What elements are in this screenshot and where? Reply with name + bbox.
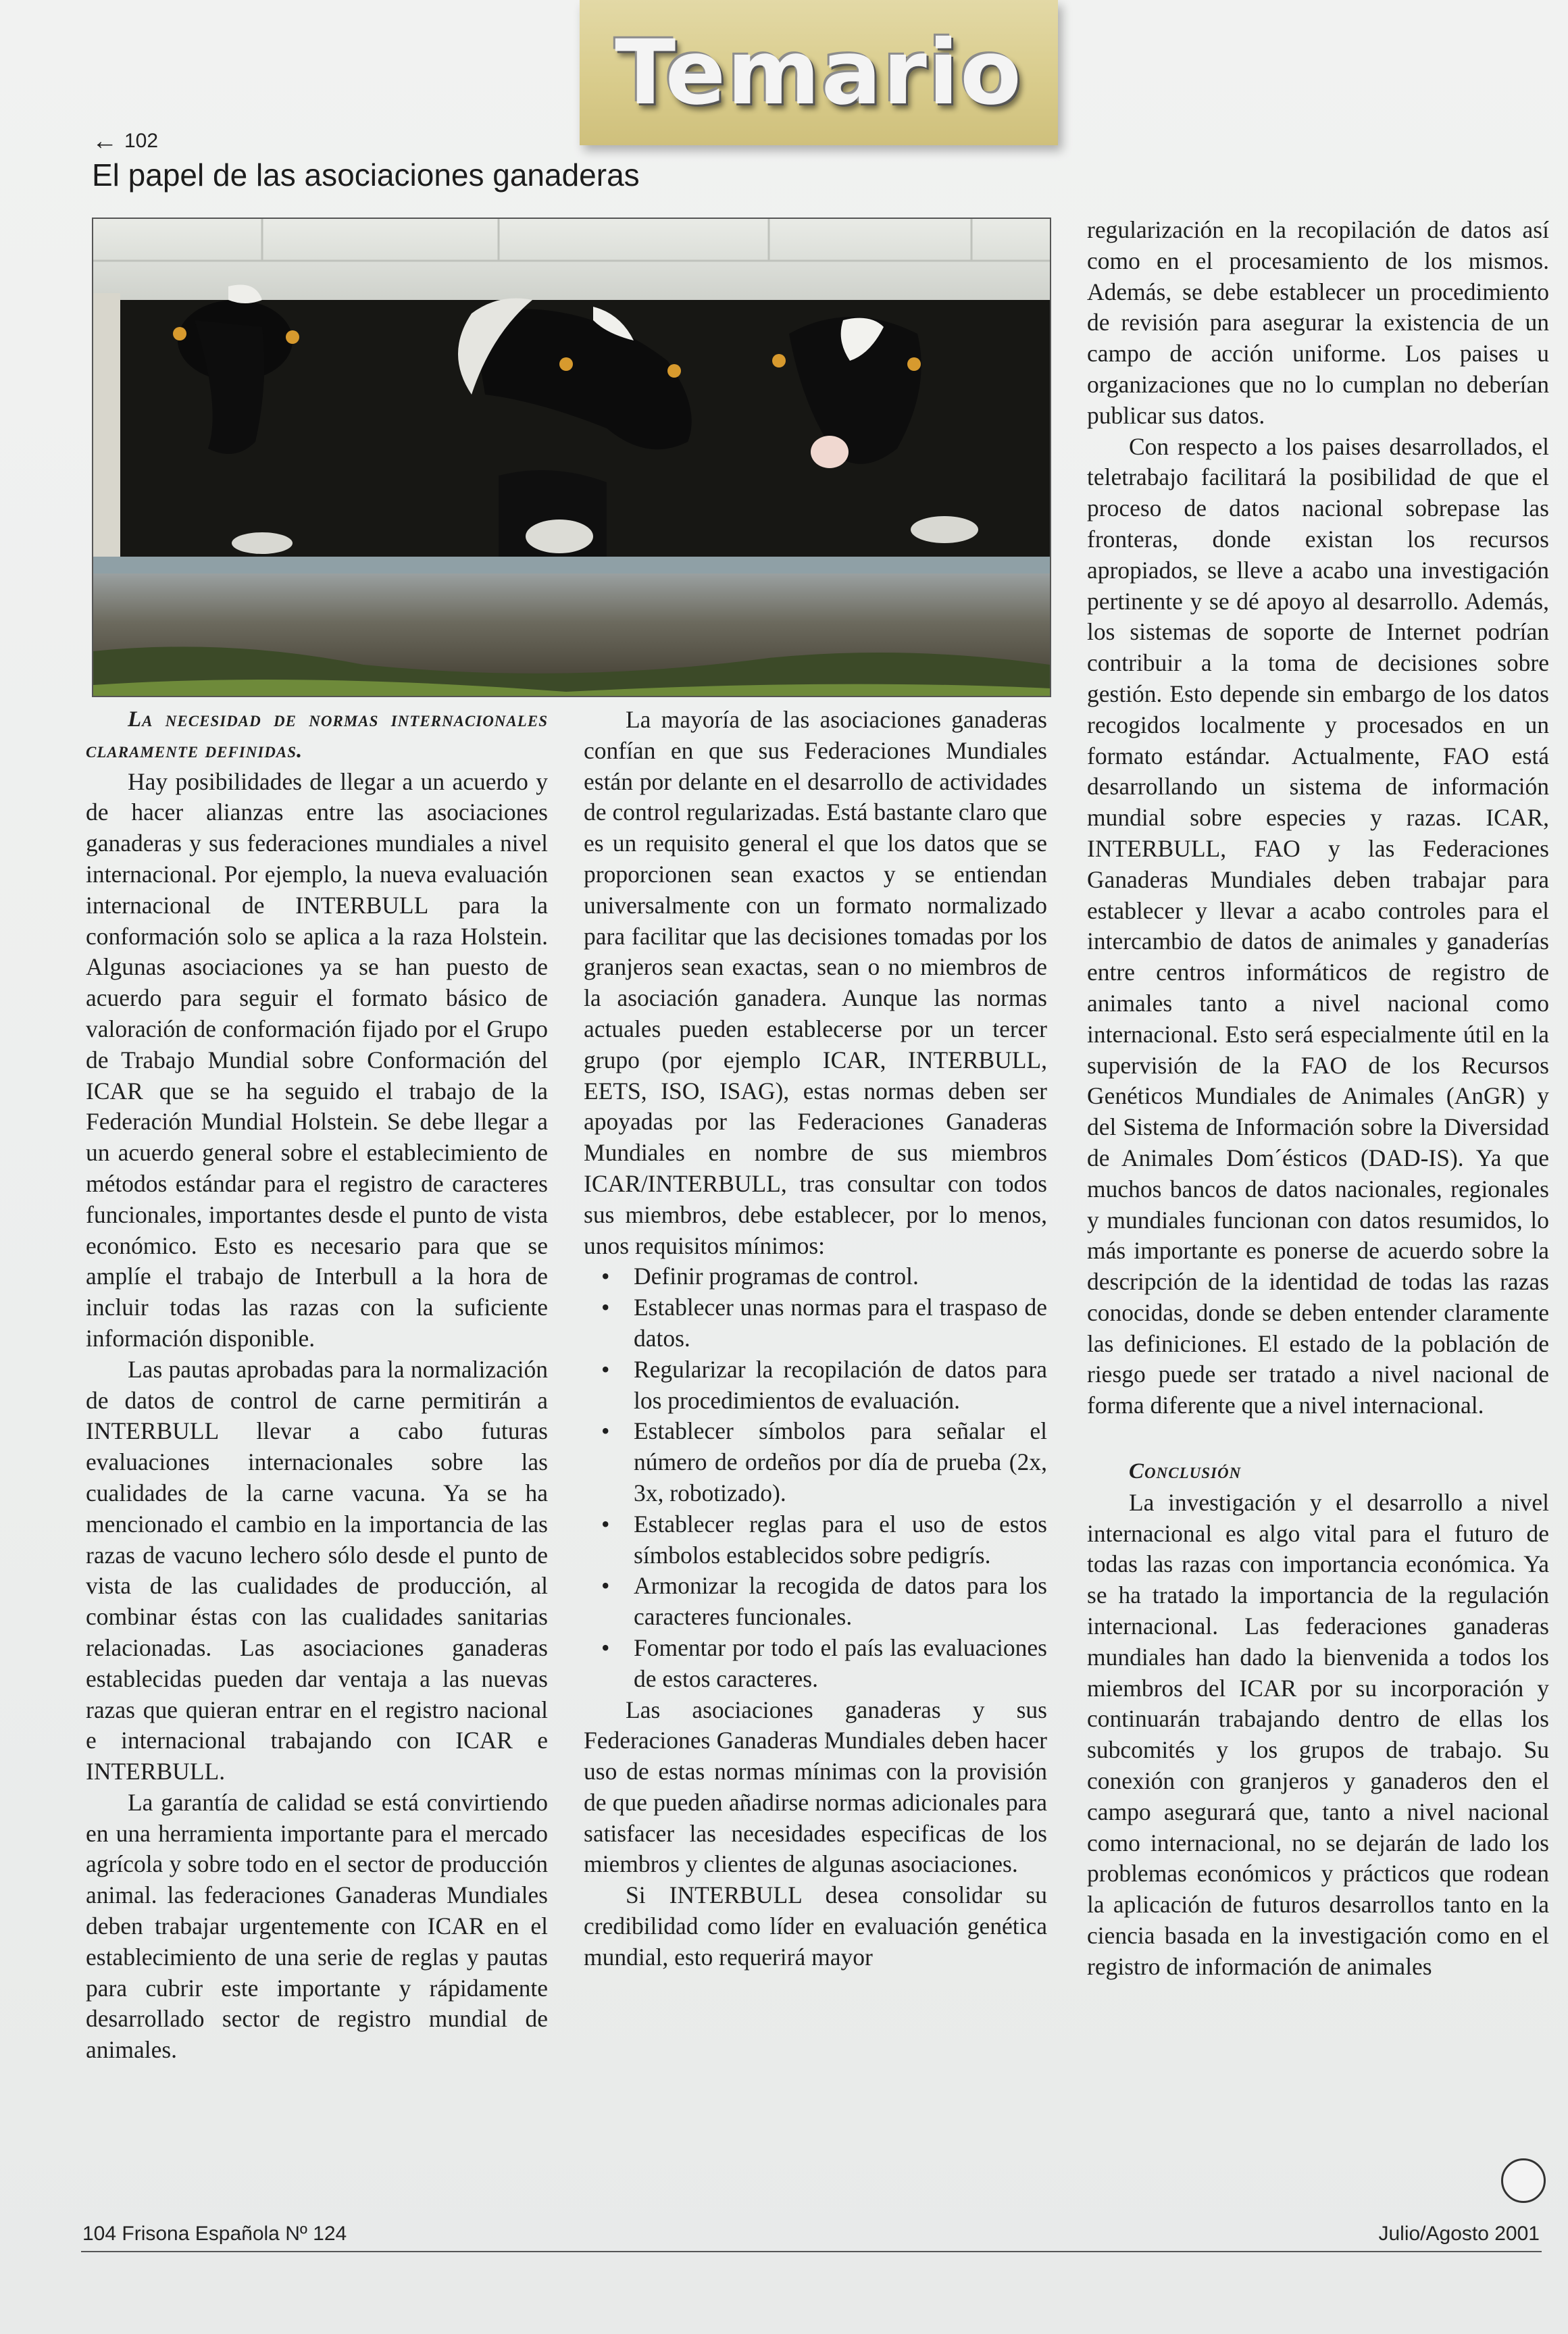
back-arrow-icon: ← bbox=[92, 127, 118, 155]
page-title: El papel de las asociaciones ganaderas bbox=[92, 157, 640, 193]
column-3 bbox=[1087, 215, 1549, 1983]
list-item: • Establecer reglas para el uso de estos símbolos establecidos sobre pedigrís. bbox=[634, 1509, 1047, 1571]
list-item: • Fomentar por todo el país las evaluaciones de estos caracteres. bbox=[634, 1633, 1047, 1695]
footer-publication: 104 Frisona Española Nº 124 bbox=[82, 2223, 347, 2245]
requirements-list bbox=[584, 1261, 1047, 1694]
banner-title: Temario bbox=[615, 20, 1023, 125]
list-item: • Definir programas de control. bbox=[634, 1261, 1047, 1292]
publisher-logo-icon bbox=[1501, 2158, 1546, 2203]
paragraph: La mayoría de las asociaciones ganaderas confían en que sus Federaciones Mundiales están por delante en el desarrollo de actividades de control regularizadas. Está bastante claro que es un requisito general el que los datos que se proporcionen sean exactos y se entiendan universalmente con un formato normalizado para facilitar que las decisiones tomadas por los granjeros sean exactas, sean o no miembros de la asociación ganadera. Aunque las normas actuales pueden establecerse por un tercer grupo (por ejemplo ICAR, INTERBULL, EETS, ISO, ISAG), estas normas deben ser apoyadas por las Federaciones Ganaderas Mundiales en nombre de sus miembros ICAR/INTERBULL, tras consultar con todos sus miembros, debe establecer, por lo menos, unos requisitos mínimos: bbox=[584, 706, 1047, 1259]
paragraph: La garantía de calidad se está convirtiendo en una herramienta importante para el mercado agrícola y sobre todo en el sector de producción animal. las federaciones Ganaderas Mundiales deben trabajar urgentemente con ICAR en el establecimiento de una serie de reglas y pautas para cubrir este importante y rápidamente desarrollado sector de registro mundial de animales. bbox=[86, 1788, 548, 2064]
section-spacer bbox=[1087, 1421, 1549, 1456]
paragraph: La investigación y el desarrollo a nivel internacional es algo vital para el futuro de todas las razas con importancia económica. Ya se ha tratado la importancia de la regulación internacional. Las federaciones ganaderas mundiales han dado la bienvenida a todos los miembros del ICAR por su incorporación y continuarán trabajando dentro de ellas los subcomités y los grupos de trabajo. Su conexión con granjeros y ganaderos den el campo asegurará que, tanto a nivel nacional como internacional, no se dejarán de lado los problemas económicos y prácticos que rodean la aplicación de futuros desarrollos tanto en la ciencia basada en la investigación como en el registro de información de animales bbox=[1087, 1488, 1549, 1980]
paragraph: Las pautas aprobadas para la normalización de datos de control de carne permitirán a INTERBULL llevar a cabo futuras evaluaciones internacionales sobre las cualidades de la carne vacuna. Ya se ha mencionado el cambio en la importancia de las razas de vacuno lechero sólo desde el punto de vista de las cualidades de producción, al combinar éstas con las cualidades sanitarias relacionadas. Las asociaciones ganaderas establecidas pueden dar ventaja a las nuevas razas que quieran entrar en el registro nacional e internacional trabajando con ICAR e INTERBULL. bbox=[86, 1355, 548, 1785]
back-page-number: 102 bbox=[124, 130, 159, 152]
paragraph: Las asociaciones ganaderas y sus Federaciones Ganaderas Mundiales deben hacer uso de estas normas mínimas con la provisión de que pueden añadirse normas adicionales para satisfacer las necesidades especificas de los miembros y clientes de algunas asociaciones. bbox=[584, 1696, 1047, 1878]
footer-divider bbox=[81, 2251, 1542, 2252]
back-page-reference[interactable] bbox=[92, 128, 158, 154]
list-item: • Establecer símbolos para señalar el número de ordeños por día de prueba (2x, 3x, robotizado). bbox=[634, 1416, 1047, 1508]
paragraph: Con respecto a los paises desarrollados, el teletrabajo facilitará la posibilidad de que el proceso de datos nacional sobrepase las fronteras, donde existan los recursos apropiados, se lleve a acabo una investigación pertinente y se dé apoyo al desarrollo. Además, los sistemas de soporte de Internet podrían contribuir a la toma de decisiones sobre gestión. Esto depende sin embargo de los datos recogidos localmente y procesados en un formato estándar. Actualmente, FAO está desarrollando un sistema de información mundial sobre especies y razas. ICAR, INTERBULL, FAO y las Federaciones Ganaderas Mundiales deben trabajar para establecer y llevar a acabo controles para el intercambio de datos de animales y ganaderías entre centros informáticos de registro de animales tanto a nivel nacional como internacional. Esto será especialmente útil en la supervisión de la FAO de los Recursos Genéticos Mundiales de Animales (AnGR) y del Sistema de Información sobre la Diversidad de Animales Dom´ésticos (DAD-IS). Ya que muchos bancos de datos nacionales, regionales y mundiales funcionan con datos resumidos, lo más importante es ponerse de acuerdo sobre la descripción de la identidad de todas las razas conocidas, donde se deben entender claramente las definiciones. El estado de la población de riesgo puede ser tratado a nivel nacional de forma diferente que a nivel internacional. bbox=[1087, 432, 1549, 1419]
paragraph: Hay posibilidades de llegar a un acuerdo y de hacer alianzas entre las asociaciones ganaderas y sus federaciones mundiales a nivel internacional. Por ejemplo, la nueva evaluación internacional de INTERBULL para la conformación solo se aplica a la raza Holstein. Algunas asociaciones ya se han puesto de acuerdo para seguir el formato básico de valoración de conformación fijado por el Grupo de Trabajo Mundial sobre Conformación del ICAR que se ha seguido el trabajo de la Federación Mundial Holstein. Se debe llegar a un acuerdo general sobre el establecimiento de métodos estándar para el registro de caracteres funcionales, importantes desde el punto de vista económico. Esto es necesario para que se amplíe el trabajo de Interbull a la hora de incluir todas las razas con la suficiente información disponible. bbox=[86, 767, 548, 1352]
column-2 bbox=[584, 705, 1047, 1973]
section-banner bbox=[580, 0, 1058, 145]
footer-date: Julio/Agosto 2001 bbox=[1378, 2223, 1540, 2245]
cows-photo-icon bbox=[93, 219, 1050, 696]
list-item: • Regularizar la recopilación de datos para los procedimientos de evaluación. bbox=[634, 1354, 1047, 1417]
section-heading-normas: La necesidad de normas internacionales claramente definidas. bbox=[86, 707, 548, 763]
section-heading-conclusion: Conclusión bbox=[1129, 1459, 1242, 1484]
paragraph: Si INTERBULL desea consolidar su credibilidad como líder en evaluación genética mundial, esto requerirá mayor bbox=[584, 1881, 1047, 1971]
list-item: • Establecer unas normas para el traspaso de datos. bbox=[634, 1292, 1047, 1354]
paragraph: regularización en la recopilación de datos así como en el procesamiento de los mismos. Además, se debe establecer un procedimiento de revisión para asegurar la existencia de un campo de acción uniforme. Los paises u organizaciones que no lo cumplan no deberían publicar sus datos. bbox=[1087, 216, 1549, 429]
column-1 bbox=[86, 705, 548, 2066]
cows-photo bbox=[92, 218, 1051, 697]
list-item: • Armonizar la recogida de datos para los caracteres funcionales. bbox=[634, 1571, 1047, 1633]
